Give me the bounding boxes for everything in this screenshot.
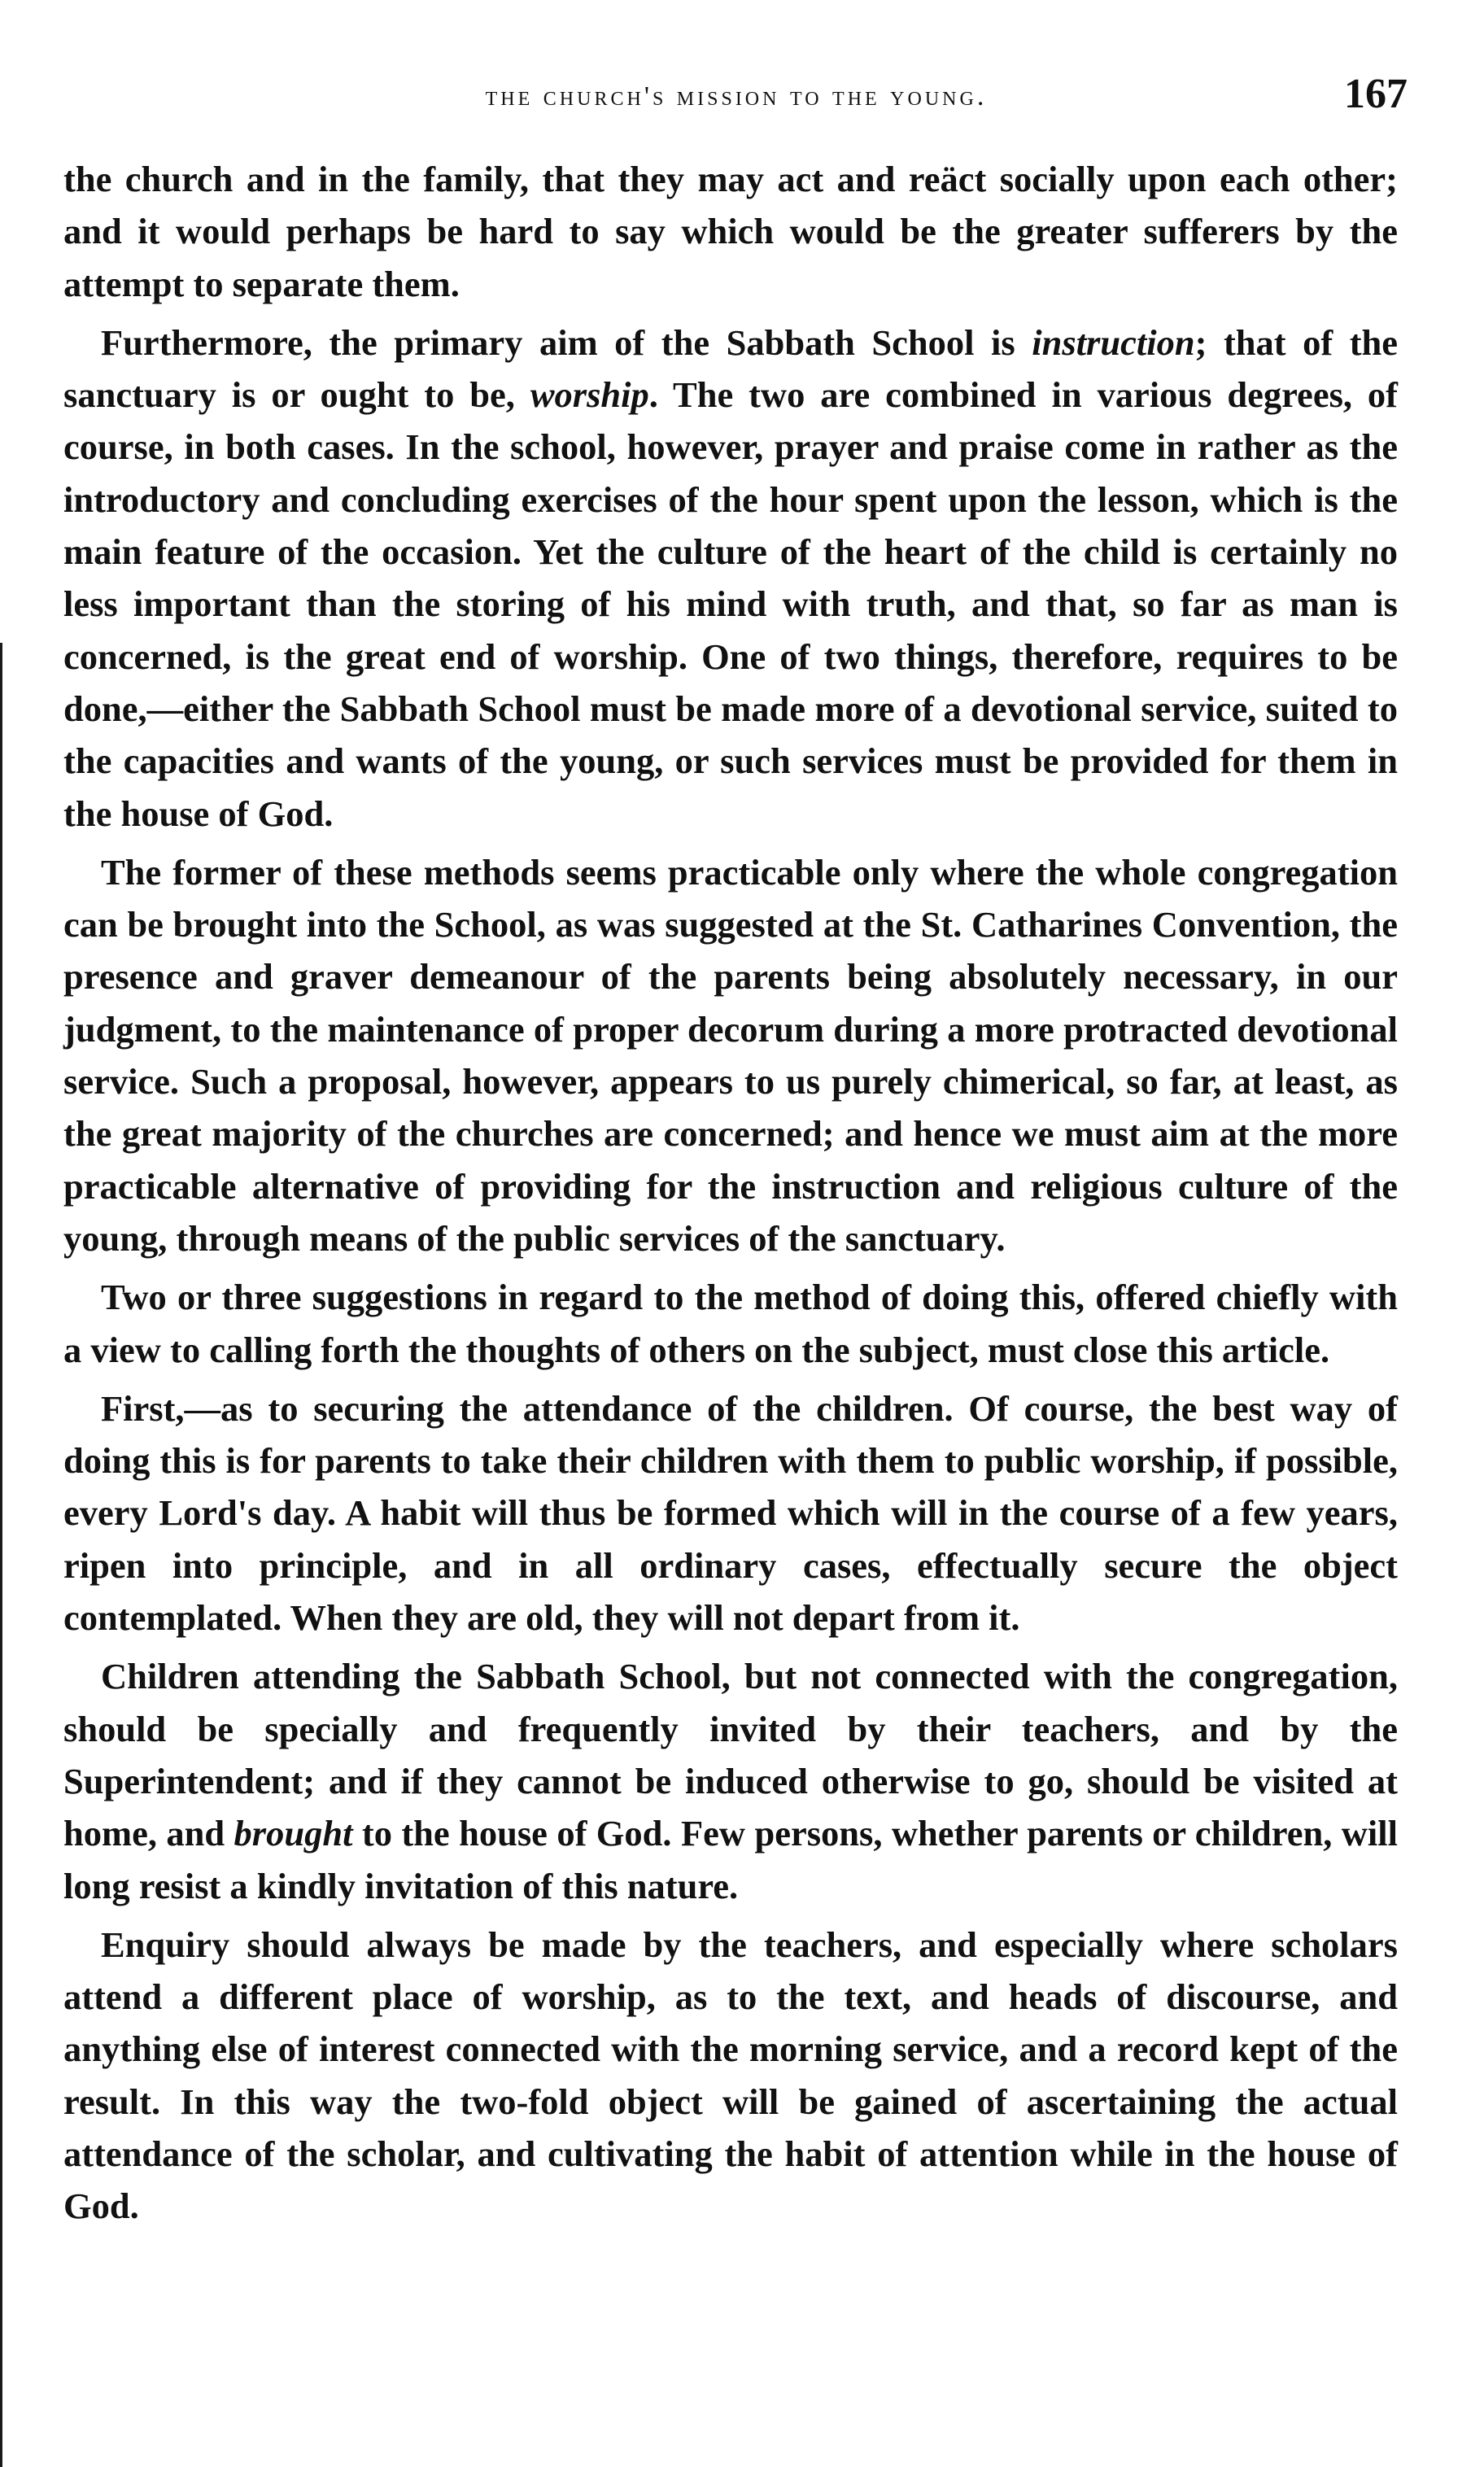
page-number: 167 [1344,71,1408,117]
paragraph-2 [63,317,1398,840]
running-head: the church's mission to the young. [485,81,988,111]
paragraph-1 [63,153,1398,310]
paragraph-5 [63,1382,1398,1644]
paragraph-6-text-b: to the house of God. Few persons, whether parents or children, will long resist a kindly invitation of this nature. [63,1813,1398,1906]
paragraph-2-italic-instruction: instruction [1032,321,1195,363]
paragraph-1-text: the church and in the family, that they may act and reäct socially upon each other; and it would perhaps be hard to say which would be the greater sufferers by the attempt to separate them. [63,159,1398,304]
paragraph-7-text: Enquiry should always be made by the teachers, and especially where scholars attend a different place of worship, as to the text, and heads of discourse, and anything else of interest connected with the morning service, and a record kept of the result. In this way the two-fold object will be gained of ascertaining the actual attendance of the scholar, and cultivating the habit of attention while in the house of God. [63,1923,1398,2227]
paragraph-2-text-a: Furthermore, the primary aim of the Sabbath School is [101,321,1032,363]
paragraph-4-text: Two or three suggestions in regard to the method of doing this, offered chiefly with a view to calling forth the thoughts of others on the subject, must close this article. [63,1277,1398,1370]
scan-edge-line [0,643,2,2467]
paragraph-6-text-a: Children attending the Sabbath School, but not connected with the congregation, should be specially and frequently invited by their teachers, and by the Superintendent; and if they cannot be induced otherwise to go, should be visited at home, and [63,1656,1398,1854]
paragraph-3 [63,846,1398,1264]
paragraph-7 [63,1919,1398,2233]
paragraph-3-text: The former of these methods seems practicable only where the whole congregation can be brought into the School, as was suggested at the St. Catharines Convention, the presence and graver demeanour of the parents being absolutely necessary, in our judgment, to the maintenance of proper decorum during a more protracted devotional service. Such a proposal, however, appears to us purely chimerical, so far, at least, as the great majority of the churches are concerned; and hence we must aim at the more practicable alternative of providing for the instruction and religious culture of the young, through means of the public services of the sanctuary. [63,851,1398,1259]
paragraph-2-italic-worship: worship [530,374,649,416]
page-body [63,153,1398,2239]
paragraph-6 [63,1650,1398,1911]
paragraph-5-text: First,—as to securing the attendance of the children. Of course, the best way of doing this is for parents to take their children with them to public worship, if possible, every Lord's day. A habit will thus be formed which will in the course of a few years, ripen into principle, and in all ordinary cases, effectually secure the object contemplated. When they are old, they will not depart from it. [63,1387,1398,1639]
paragraph-6-italic-brought: brought [234,1813,353,1854]
paragraph-2-text-b: ; that of the sanctuary is or ought to be, [63,321,1399,416]
paragraph-2-text-c: . The two are combined in various degrees, of course, in both cases. In the school, however, prayer and praise come in rather as the introductory and concluding exercises of the hour spent upon the lesson, which is the main feature of the occasion. Yet the culture of the heart of the child is certainly no less important than the storing of his mind with truth, and that, so far as man is concerned, is the great end of worship. One of two things, therefore, requires to be done,—either the Sabbath School must be made more of a devotional service, suited to the capacities and wants of the young, or such services must be provided for them in the house of God. [63,374,1399,834]
paragraph-4 [63,1271,1398,1376]
page-header [65,70,1408,127]
